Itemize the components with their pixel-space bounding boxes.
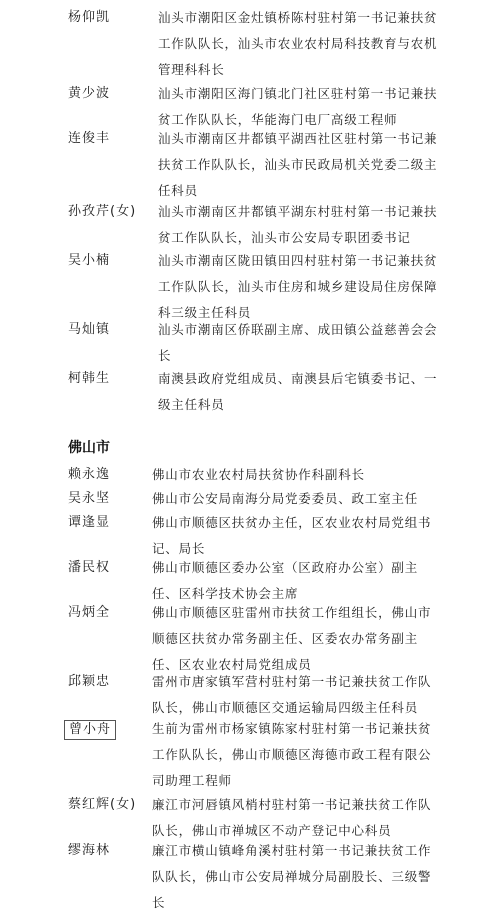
person-description: 汕头市潮南区侨联副主席、成田镇公益慈善会会长 [158, 322, 438, 363]
person-name: 蔡红辉(女) [68, 797, 137, 812]
person-name: 马灿镇 [68, 322, 111, 337]
person-name: 孙孜芹(女) [68, 204, 137, 219]
person-description: 生前为雷州市杨家镇陈家村驻村第一书记兼扶贫工作队队长，佛山市顺德区海德市政工程有限公司助理工程师 [152, 721, 432, 788]
person-name: 谭逢显 [68, 515, 111, 530]
person-name: 缪海林 [68, 843, 111, 858]
person-description: 廉江市河唇镇风梢村驻村第一书记兼扶贫工作队队长，佛山市禅城区不动产登记中心科员 [152, 797, 432, 838]
person-description: 佛山市公安局南海分局党委委员、政工室主任 [152, 491, 419, 506]
person-name: 潘民权 [68, 560, 111, 575]
person-description: 汕头市潮阳区金灶镇桥陈村驻村第一书记兼扶贫工作队队长，汕头市农业农村局科技教育与农机管理科科长 [158, 10, 438, 77]
person-description: 廉江市横山镇峰角溪村驻村第一书记兼扶贫工作队队长，佛山市公安局禅城分局副股长、三级警长 [152, 843, 432, 910]
person-description: 佛山市顺德区委办公室（区政府办公室）副主任、区科学技术协会主席 [152, 560, 419, 601]
person-description: 佛山市顺德区扶贫办主任，区农业农村局党组书记、局长 [152, 515, 432, 556]
person-name: 赖永逸 [68, 467, 111, 482]
person-description: 佛山市顺德区驻雷州市扶贫工作组组长，佛山市顺德区扶贫办常务副主任、区委农办常务副主任、区农业农村局党组成员 [152, 605, 432, 672]
person-name: 邱颖忠 [68, 674, 111, 689]
person-name: 柯韩生 [68, 371, 111, 386]
person-name: 冯炳全 [68, 605, 111, 620]
person-description: 汕头市潮南区井都镇平湖东村驻村第一书记兼扶贫工作队队长，汕头市公安局专职团委书记 [158, 204, 438, 245]
person-description: 南澳县政府党组成员、南澳县后宅镇委书记、一级主任科员 [158, 371, 438, 412]
person-name: 连俊丰 [68, 131, 111, 146]
person-name: 吴永坚 [68, 491, 111, 506]
person-description: 汕头市潮南区井都镇平湖西社区驻村第一书记兼扶贫工作队队长，汕头市民政局机关党委二级主任科员 [158, 131, 438, 198]
person-name: 吴小楠 [68, 253, 111, 268]
person-name: 曾小舟 [64, 720, 116, 740]
section-title: 佛山市 [68, 440, 110, 456]
person-name: 黄少波 [68, 86, 111, 101]
person-description: 汕头市潮南区陇田镇田四村驻村第一书记兼扶贫工作队队长，汕头市住房和城乡建设局住房保障科三级主任科员 [158, 253, 438, 320]
person-description: 汕头市潮阳区海门镇北门社区驻村第一书记兼扶贫工作队队长，华能海门电厂高级工程师 [158, 86, 438, 127]
person-description: 雷州市唐家镇军营村驻村第一书记兼扶贫工作队队长，佛山市顺德区交通运输局四级主任科员 [152, 674, 432, 715]
person-description: 佛山市农业农村局扶贫协作科副科长 [152, 467, 365, 482]
person-name: 杨仰凯 [68, 10, 111, 25]
